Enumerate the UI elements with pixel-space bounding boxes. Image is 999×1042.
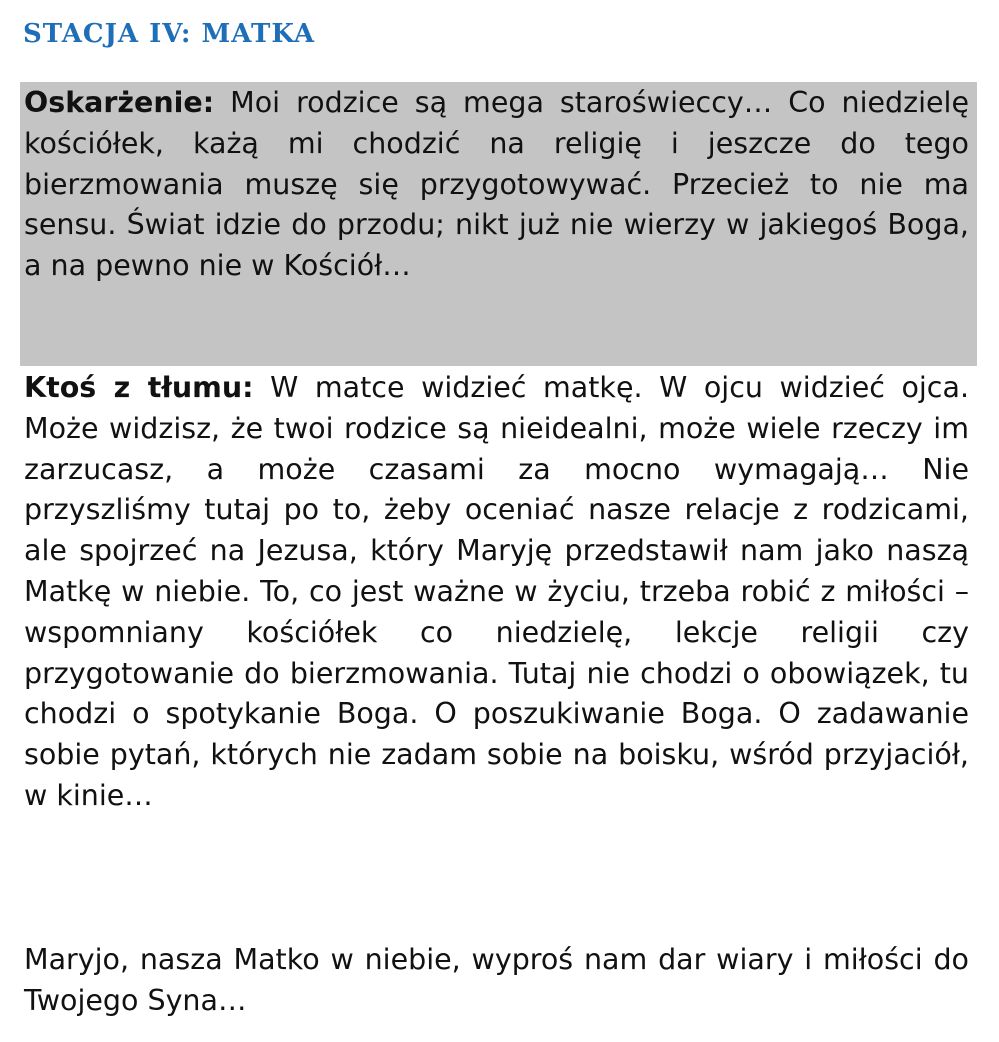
response-text: W matce widzieć matkę. W ojcu widzieć ojca. Może widzisz, że twoi rodzice są nieidealni, może wiele rzeczy im zarzucasz, a może czasami za mocno wymagają… Nie przyszliśmy tutaj po to, żeby oceniać nasze relacje z rodzicami, ale spojrzeć na Jezusa, który Maryję przedstawił nam jako naszą Matkę w niebie. To, co jest ważne w życiu, trzeba robić z miłości – wspomniany kościółek co niedzielę, lekcje religii czy przygotowanie do bierzmowania. Tutaj nie chodzi o obowiązek, tu chodzi o spotykanie Boga. O poszukiwanie Boga. O zadawanie sobie pytań, których nie zadam sobie na boisku, wśród przyjaciół, w kinie…	[24, 371, 970, 812]
response-paragraph	[24, 368, 969, 817]
accusation-text: Moi rodzice są mega staroświeccy… Co niedzielę kościółek, każą mi chodzić na religię i jeszcze do tego bierzmowania muszę się przygotowywać. Przecież to nie ma sensu. Świat idzie do przodu; nikt już nie wierzy w jakiegoś Boga, a na pewno nie w Kościół…	[24, 86, 970, 283]
prayer-text: Maryjo, nasza Matko w niebie, wyproś nam dar wiary i miłości do Twojego Syna…	[24, 943, 969, 1017]
accusation-paragraph	[24, 83, 969, 287]
response-label: Ktoś z tłumu:	[24, 371, 254, 404]
station-title: STACJA IV: MATKA	[23, 19, 316, 49]
prayer-block	[20, 940, 977, 1022]
accusation-block	[20, 82, 977, 366]
accusation-label: Oskarżenie:	[24, 86, 215, 119]
response-block	[20, 368, 977, 817]
